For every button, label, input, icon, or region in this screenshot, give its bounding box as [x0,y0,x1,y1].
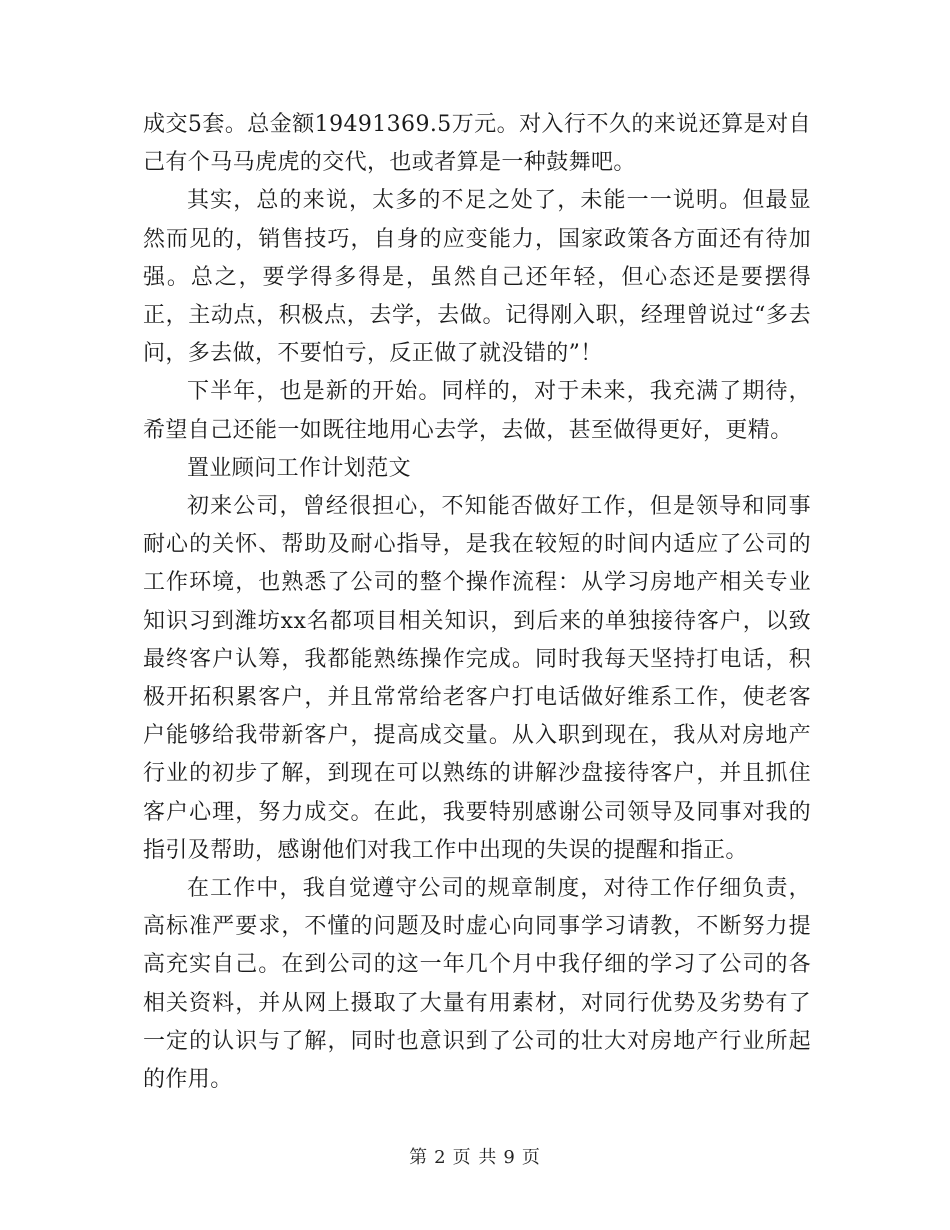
footer-prefix: 第 [409,1147,429,1168]
paragraph-1: 成交5套。总金额19491369.5万元。对入行不久的来说还算是对自己有个马马虎虎的交代，也或者算是一种鼓舞吧。 [143,112,811,176]
paragraph-5: 在工作中，我自觉遵守公司的规章制度，对待工作仔细负责，高标准严要求，不懂的问题及时虚心向同事学习请教，不断努力提高充实自己。在到公司的这一年几个月中我仔细的学习了公司的各相关资料，并从网上摄取了大量有用素材，对同行优势及劣势有了一定的认识与了解，同时也意识到了公司的壮大对房地产行业所起的作用。 [143,876,811,1093]
footer-middle: 页 共 [452,1147,498,1168]
footer-suffix: 页 [521,1147,541,1168]
paragraph-4: 初来公司，曾经很担心，不知能否做好工作，但是领导和同事耐心的关怀、帮助及耐心指导，是我在较短的时间内适应了公司的工作环境，也熟悉了公司的整个操作流程：从学习房地产相关专业知识习到潍坊xx名都项目相关知识，到后来的单独接待客户，以致最终客户认筹，我都能熟练操作完成。同时我每天坚持打电话，积极开拓积累客户，并且常常给老客户打电话做好维系工作，使老客户能够给我带新客户，提高成交量。从入职到现在，我从对房地产行业的初步了解，到现在可以熟练的讲解沙盘接待客户，并且抓住客户心理，努力成交。在此，我要特别感谢公司领导及同事对我的指引及帮助，感谢他们对我工作中出现的失误的提醒和指正。 [143,494,811,863]
page-footer [0,1143,950,1169]
section-heading: 置业顾问工作计划范文 [187,455,412,481]
paragraph-3: 下半年，也是新的开始。同样的，对于未来，我充满了期待，希望自己还能一如既往地用心去学，去做，甚至做得更好，更精。 [143,379,811,443]
paragraph-2: 其实，总的来说，太多的不足之处了，未能一一说明。但最显然而见的，销售技巧，自身的应变能力，国家政策各方面还有待加强。总之，要学得多得是，虽然自己还年轻，但心态还是要摆得正，主动点，积极点，去学，去做。记得刚入职，经理曾说过“多去问，多去做，不要怕亏，反正做了就没错的”！ [143,188,811,367]
footer-current-page: 2 [434,1147,447,1168]
document-body [143,106,811,1099]
footer-total-pages: 9 [503,1147,516,1168]
